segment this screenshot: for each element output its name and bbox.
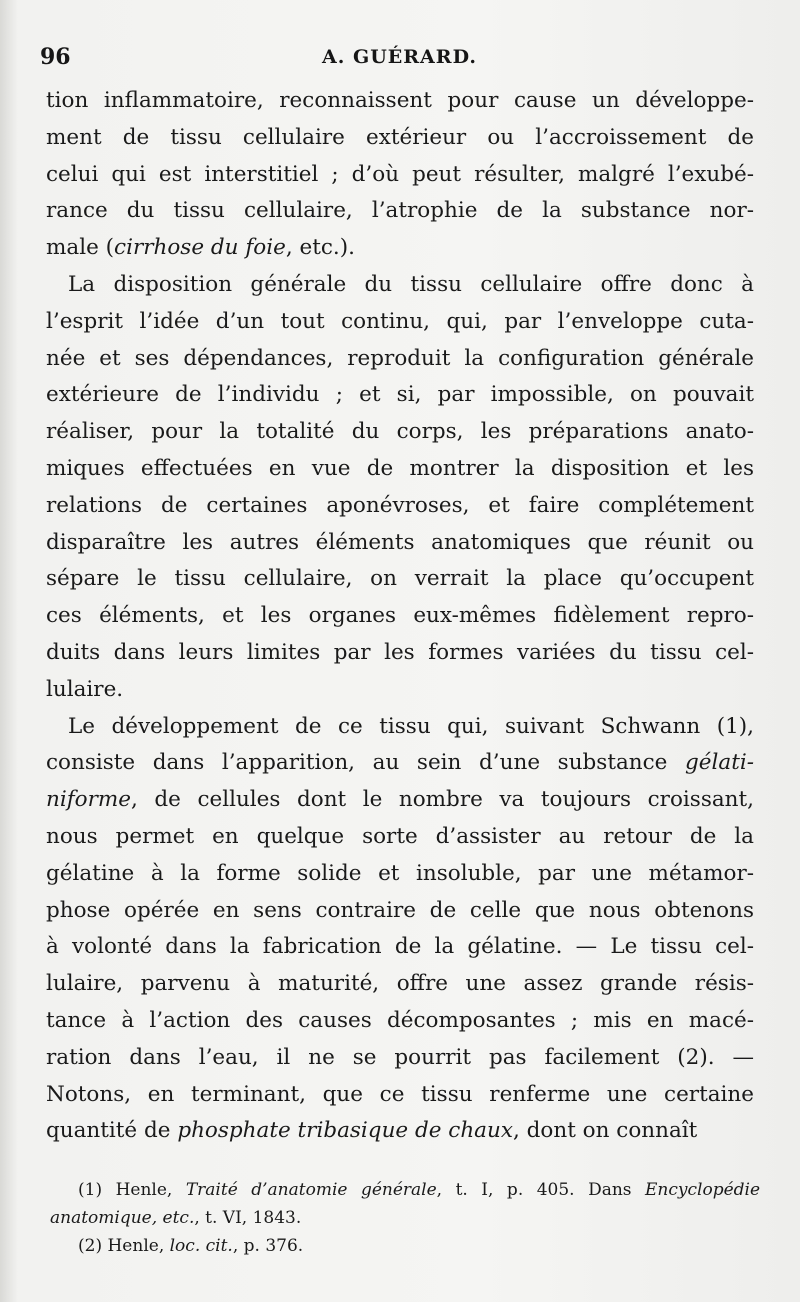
footnote-line <box>50 1204 760 1232</box>
page-header <box>40 44 760 74</box>
text-line: tance à l’action des causes décomposantes ; mis en macé- <box>46 1007 754 1033</box>
roman-text: (1) Henle, <box>78 1180 186 1200</box>
roman-text: quantité de <box>46 1118 178 1144</box>
text-line: réaliser, pour la totalité du corps, les préparations anato- <box>46 419 754 445</box>
text-line: miques effectuées en vue de montrer la disposition et les <box>46 455 754 481</box>
roman-text: , p. 376. <box>232 1236 304 1256</box>
roman-text: , etc.). <box>285 235 355 261</box>
text-line: lulaire. <box>46 676 124 702</box>
page-number: 96 <box>40 44 71 70</box>
text-line: Le développement de ce tissu qui, suivant Schwann (1), <box>68 713 754 739</box>
text-line: Notons, en terminant, que ce tissu renferme une certaine <box>46 1081 754 1107</box>
paragraph <box>46 709 754 1151</box>
text-line <box>46 745 754 782</box>
text-line: relations de certaines aponévroses, et faire complétement <box>46 492 754 518</box>
text-line: celui qui est interstitiel ; d’où peut résulter, malgré l’exubé- <box>46 161 754 187</box>
body-text <box>46 83 754 1150</box>
paragraph <box>46 83 754 267</box>
italic-text: Encyclopédie <box>645 1180 761 1200</box>
text-line: duits dans leurs limites par les formes variées du tissu cel- <box>46 639 754 665</box>
roman-text: consiste dans l’apparition, au sein d’une substance <box>46 750 686 776</box>
text-line: nous permet en quelque sorte d’assister au retour de la <box>46 823 754 849</box>
text-line: phose opérée en sens contraire de celle que nous obtenons <box>46 897 754 923</box>
italic-text: Traité d’anatomie générale <box>185 1180 437 1200</box>
text-line: tion inflammatoire, reconnaissent pour cause un développe- <box>46 88 754 113</box>
text-line: lulaire, parvenu à maturité, offre une assez grande résis- <box>46 971 754 997</box>
running-head: A. GUÉRARD. <box>322 46 477 68</box>
roman-text: , dont on connaît <box>512 1118 698 1144</box>
text-line: ment de tissu cellulaire extérieur ou l’accroissement de <box>46 124 754 150</box>
italic-text: gélati- <box>685 750 754 776</box>
text-line: à volonté dans la fabrication de la gélatine. — Le tissu cel- <box>46 934 754 960</box>
text-line: disparaître les autres éléments anatomiques que réunit ou <box>46 529 754 555</box>
text-line: rance du tissu cellulaire, l’atrophie de la substance nor- <box>46 198 754 224</box>
text-line: La disposition générale du tissu cellulaire offre donc à <box>68 271 754 297</box>
footnote-line <box>50 1232 760 1260</box>
footnote-line <box>50 1176 760 1204</box>
roman-text: (2) Henle, <box>78 1236 170 1256</box>
text-line: sépare le tissu cellulaire, on verrait la place qu’occupent <box>46 566 754 592</box>
italic-text: loc. cit. <box>169 1236 233 1256</box>
roman-text: , de cellules dont le nombre va toujours croissant, <box>131 787 754 813</box>
roman-text: male ( <box>46 235 115 261</box>
text-line: l’esprit l’idée d’un tout continu, qui, par l’enveloppe cuta- <box>46 308 754 334</box>
roman-text: , t. VI, 1843. <box>194 1208 302 1228</box>
text-line: ces éléments, et les organes eux-mêmes fidèlement repro- <box>46 603 754 629</box>
text-line: née et ses dépendances, reproduit la configuration générale <box>46 345 754 371</box>
text-line <box>46 230 754 267</box>
italic-text: phosphate tribasique de chaux <box>177 1118 513 1144</box>
italic-text: cirrhose du foie <box>114 235 286 261</box>
text-line: extérieure de l’individu ; et si, par impossible, on pouvait <box>46 382 754 408</box>
paragraph <box>46 267 754 709</box>
italic-text: niforme <box>46 787 132 813</box>
roman-text: , t. I, p. 405. Dans <box>436 1180 646 1200</box>
text-line: gélatine à la forme solide et insoluble, par une métamor- <box>46 860 754 886</box>
text-line <box>46 782 754 819</box>
italic-text: anatomique, etc. <box>50 1208 195 1228</box>
text-line: ration dans l’eau, il ne se pourrit pas facilement (2). — <box>46 1044 754 1070</box>
footnotes <box>50 1176 760 1260</box>
text-line <box>46 1113 754 1150</box>
